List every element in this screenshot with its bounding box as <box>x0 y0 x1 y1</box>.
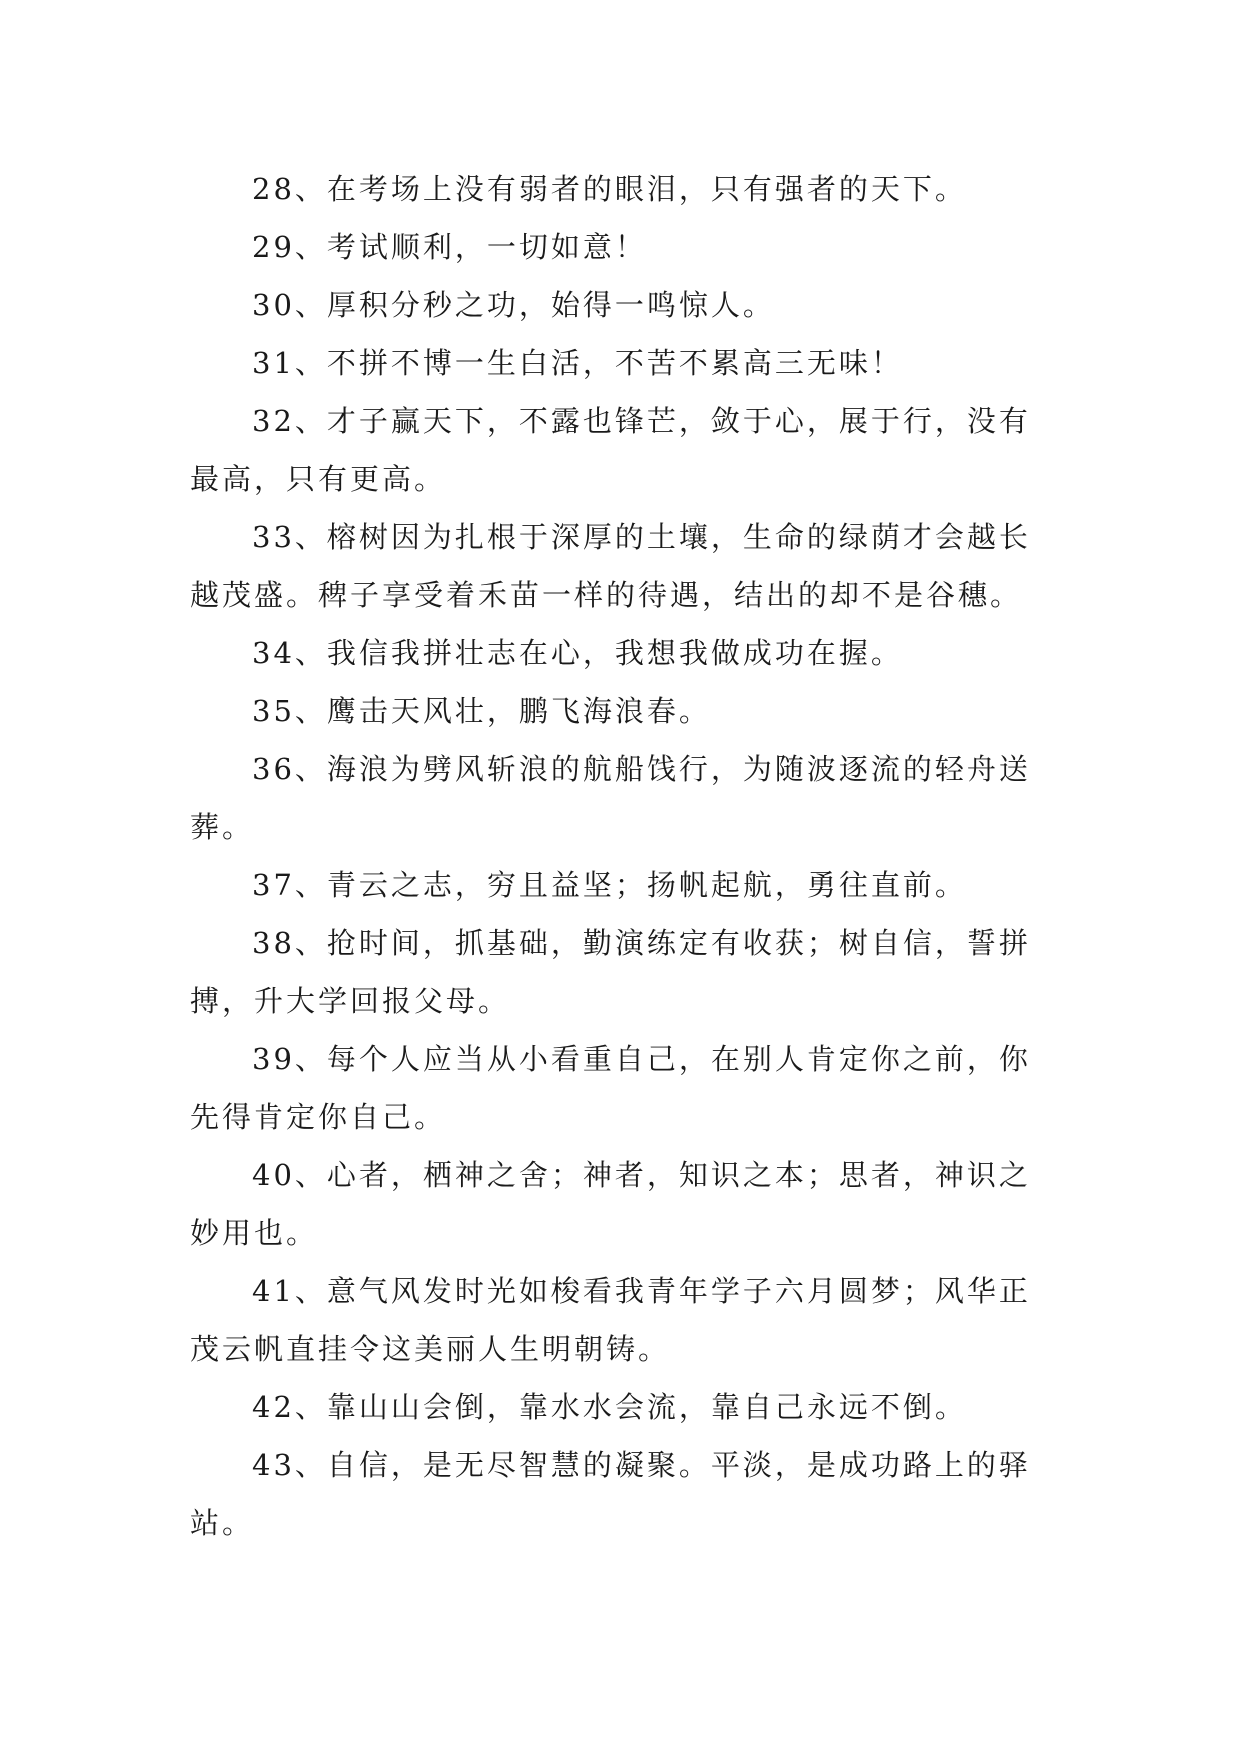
paragraph-37: 37、青云之志，穷且益坚；扬帆起航，勇往直前。 <box>252 868 967 902</box>
paragraph-43: 43、自信，是无尽智慧的凝聚。平淡，是成功路上的驿站。 <box>190 1448 1031 1540</box>
paragraph-41: 41、意气风发时光如梭看我青年学子六月圆梦；风华正茂云帆直挂令这美丽人生明朝铸。 <box>190 1274 1031 1366</box>
paragraph-28: 28、在考场上没有弱者的眼泪，只有强者的天下。 <box>252 172 967 206</box>
paragraph-42: 42、靠山山会倒，靠水水会流，靠自己永远不倒。 <box>252 1390 967 1424</box>
paragraph-34: 34、我信我拼壮志在心，我想我做成功在握。 <box>252 636 903 670</box>
paragraph-36: 36、海浪为劈风斩浪的航船饯行，为随波逐流的轻舟送葬。 <box>190 752 1031 844</box>
paragraph-38: 38、抢时间，抓基础，勤演练定有收获；树自信，誓拼搏，升大学回报父母。 <box>190 926 1031 1018</box>
paragraph-40: 40、心者，栖神之舍；神者，知识之本；思者，神识之妙用也。 <box>190 1158 1031 1250</box>
paragraph-33: 33、榕树因为扎根于深厚的土壤，生命的绿荫才会越长越茂盛。稗子享受着禾苗一样的待遇，结出的却不是谷穗。 <box>190 520 1031 612</box>
paragraph-39: 39、每个人应当从小看重自己，在别人肯定你之前，你先得肯定你自己。 <box>190 1042 1031 1134</box>
paragraph-30: 30、厚积分秒之功，始得一鸣惊人。 <box>252 288 775 322</box>
document-body <box>190 160 1060 1552</box>
paragraph-31: 31、不拼不博一生白活，不苦不累高三无味！ <box>252 346 903 380</box>
paragraph-32: 32、才子赢天下，不露也锋芒，敛于心，展于行，没有最高，只有更高。 <box>190 404 1031 496</box>
paragraph-35: 35、鹰击天风壮，鹏飞海浪春。 <box>252 694 711 728</box>
paragraph-29: 29、考试顺利，一切如意！ <box>252 230 647 264</box>
